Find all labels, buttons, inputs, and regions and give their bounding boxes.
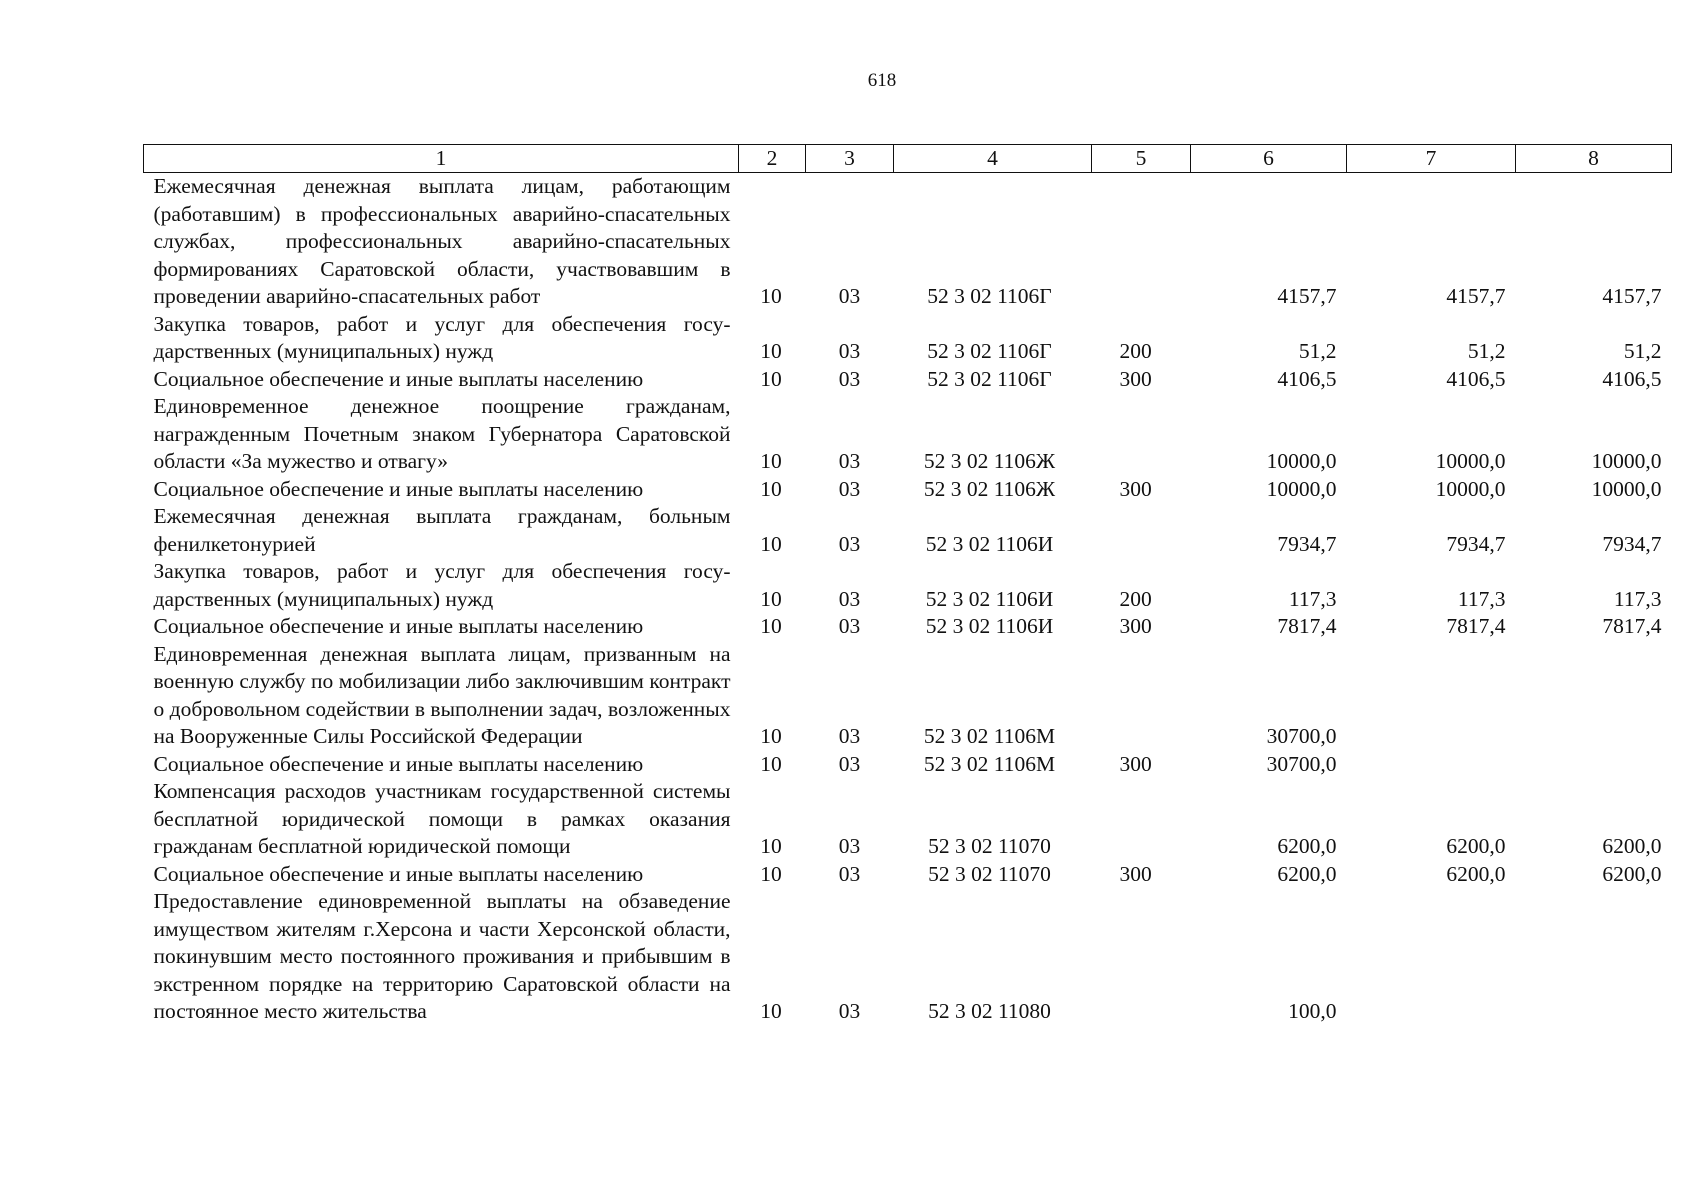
row-value-col7: 10000,0 [1435,476,1506,501]
row-value-col6: 7934,7 [1277,531,1337,556]
row-target-code: 52 3 02 1106Г [927,339,1052,363]
row-subsection: 03 [838,724,861,748]
row-expense-type [1092,778,1191,861]
table-row [144,641,1672,751]
row-value-col6: 6200,0 [1277,834,1337,858]
row-target-code: 52 3 02 11070 [928,834,1051,858]
row-description: Социальное обеспечение и иные выплаты населению [153,476,644,501]
row-value-col6: 4157,7 [1277,284,1337,308]
row-value-col7: 7934,7 [1446,531,1506,556]
row-section: 10 [760,834,782,858]
row-value-col8: 7817,4 [1602,614,1662,638]
row-value-col7: 6200,0 [1446,834,1506,858]
table-header-row [144,145,1672,173]
row-section: 10 [760,614,782,638]
row-target-code: 52 3 02 11080 [928,999,1051,1023]
row-value-col6: 6200,0 [1277,861,1337,886]
column-header-6: 6 [1191,145,1347,173]
column-header-1: 1 [144,145,739,173]
budget-table [143,144,1672,1026]
row-value-col7: 7817,4 [1446,614,1506,638]
table-row [144,558,1672,613]
row-value-col8: 51,2 [1623,339,1662,363]
row-section: 10 [760,724,782,748]
row-target-code: 52 3 02 1106Ж [923,476,1056,501]
row-value-col7: 4106,5 [1446,366,1506,391]
row-description: Закупка товаров, работ и услуг для обеспечения государственных (муниципальных) нужд [153,559,731,611]
row-target-code: 52 3 02 1106И [925,586,1054,611]
column-header-4: 4 [894,145,1092,173]
row-subsection: 03 [838,861,861,886]
row-section: 10 [760,339,782,363]
row-expense-type [1092,888,1191,1026]
row-description: Социальное обеспечение и иные выплаты населению [153,614,644,638]
column-header-3: 3 [806,145,894,173]
table-row [144,888,1672,1026]
row-value-col8: 4106,5 [1602,366,1662,391]
row-section: 10 [760,449,782,473]
row-value-col6: 117,3 [1288,586,1337,611]
row-value-col6: 100,0 [1288,999,1337,1023]
row-section: 10 [760,476,782,501]
row-target-code: 52 3 02 1106Г [927,366,1052,391]
table-row [144,751,1672,779]
row-value-col8: 117,3 [1613,586,1662,611]
row-target-code: 52 3 02 1106Г [927,284,1052,308]
row-description: Ежемесячная денежная выплата лицам, работающим (работавшим) в профессиональных аварийно-спасательных службах, профессиональных аварийно-спасательных формированиях Саратовской области, участвовавшим в проведении аварийно-спасательных работ [153,174,731,308]
row-subsection: 03 [838,614,861,638]
row-target-code: 52 3 02 1106М [923,751,1056,776]
row-value-col8: 6200,0 [1602,834,1662,858]
row-subsection: 03 [838,284,861,308]
row-value-col8: 10000,0 [1591,476,1662,501]
row-expense-type [1092,503,1191,558]
row-description: Единовременное денежное поощрение гражданам, награжденным Почетным знаком Губернатора Саратовской области «За мужество и отвагу» [153,394,731,473]
table-body [144,173,1672,1026]
row-value-col6: 4106,5 [1277,366,1337,391]
row-value-col7: 6200,0 [1446,861,1506,886]
column-header-5: 5 [1092,145,1191,173]
row-value-col8: 7934,7 [1602,531,1662,556]
row-target-code: 52 3 02 11070 [928,861,1051,886]
row-expense-type [1092,393,1191,476]
row-target-code: 52 3 02 1106И [925,531,1054,556]
column-header-8: 8 [1516,145,1672,173]
row-description: Ежемесячная денежная выплата гражданам, больным фенилкетонурией [153,504,731,556]
row-expense-type: 300 [1119,751,1152,776]
row-target-code: 52 3 02 1106И [925,614,1054,638]
row-section: 10 [760,284,782,308]
row-subsection: 03 [838,834,861,858]
table-row [144,393,1672,476]
row-value-col7 [1347,888,1516,1026]
row-value-col7: 51,2 [1467,339,1506,363]
row-value-col8: 10000,0 [1591,449,1662,473]
row-value-col6: 30700,0 [1266,724,1337,748]
row-value-col6: 7817,4 [1277,614,1337,638]
row-value-col7 [1347,641,1516,751]
row-value-col8 [1516,751,1672,779]
row-description: Социальное обеспечение и иные выплаты населению [153,861,644,886]
row-subsection: 03 [838,531,861,556]
row-subsection: 03 [838,366,861,391]
row-expense-type: 200 [1119,586,1152,611]
row-value-col8 [1516,641,1672,751]
row-value-col6: 10000,0 [1266,449,1337,473]
page-number: 618 [867,70,897,91]
row-subsection: 03 [838,339,861,363]
row-subsection: 03 [838,586,861,611]
row-section: 10 [760,586,782,611]
row-expense-type: 300 [1119,366,1152,391]
row-expense-type: 300 [1119,476,1152,501]
row-subsection: 03 [838,449,861,473]
row-description: Единовременная денежная выплата лицам, призванным на военную службу по мобилизации либо заключившим контракт о добровольном содействии в выполнении задач, возложенных на Вооруженные Силы Российской Федерации [153,641,731,748]
row-section: 10 [760,999,782,1023]
column-header-7: 7 [1347,145,1516,173]
table-row [144,778,1672,861]
row-target-code: 52 3 02 1106М [923,724,1056,748]
row-value-col7: 117,3 [1457,586,1506,611]
table-row [144,861,1672,889]
row-section: 10 [760,751,782,776]
table-row [144,366,1672,394]
row-value-col7: 10000,0 [1435,449,1506,473]
table-row [144,503,1672,558]
row-value-col6: 51,2 [1298,339,1337,363]
row-subsection: 03 [838,476,861,501]
row-value-col8 [1516,888,1672,1026]
row-expense-type [1092,641,1191,751]
row-expense-type: 300 [1119,614,1152,638]
row-expense-type: 300 [1119,861,1152,886]
row-expense-type: 200 [1119,339,1152,363]
row-description: Социальное обеспечение и иные выплаты населению [153,366,644,391]
row-description: Предоставление единовременной выплаты на обзаведение имуществом жителям г.Херсона и части Херсонской области, покинувшим место постоянного проживания и прибывшим в экстренном порядке на территорию Саратовской области на постоянное место жительства [153,889,731,1023]
row-subsection: 03 [838,999,861,1023]
table-row [144,173,1672,311]
row-value-col8: 4157,7 [1602,284,1662,308]
row-value-col7: 4157,7 [1446,284,1506,308]
row-section: 10 [760,861,782,886]
column-header-2: 2 [739,145,806,173]
row-description: Компенсация расходов участникам государственной системы бесплатной юридической помощи в рамках оказания гражданам бесплатной юридической помощи [153,779,731,858]
row-description: Закупка товаров, работ и услуг для обеспечения государственных (муниципальных) нужд [153,311,731,363]
row-value-col6: 10000,0 [1266,476,1337,501]
table-row [144,613,1672,641]
row-description: Социальное обеспечение и иные выплаты населению [153,751,644,776]
table-row [144,476,1672,504]
table-row [144,311,1672,366]
row-value-col8: 6200,0 [1602,861,1662,886]
row-subsection: 03 [838,751,861,776]
row-section: 10 [760,531,782,556]
row-expense-type [1092,173,1191,311]
row-section: 10 [760,366,782,391]
row-target-code: 52 3 02 1106Ж [923,449,1056,473]
row-value-col6: 30700,0 [1266,751,1337,776]
row-value-col7 [1347,751,1516,779]
